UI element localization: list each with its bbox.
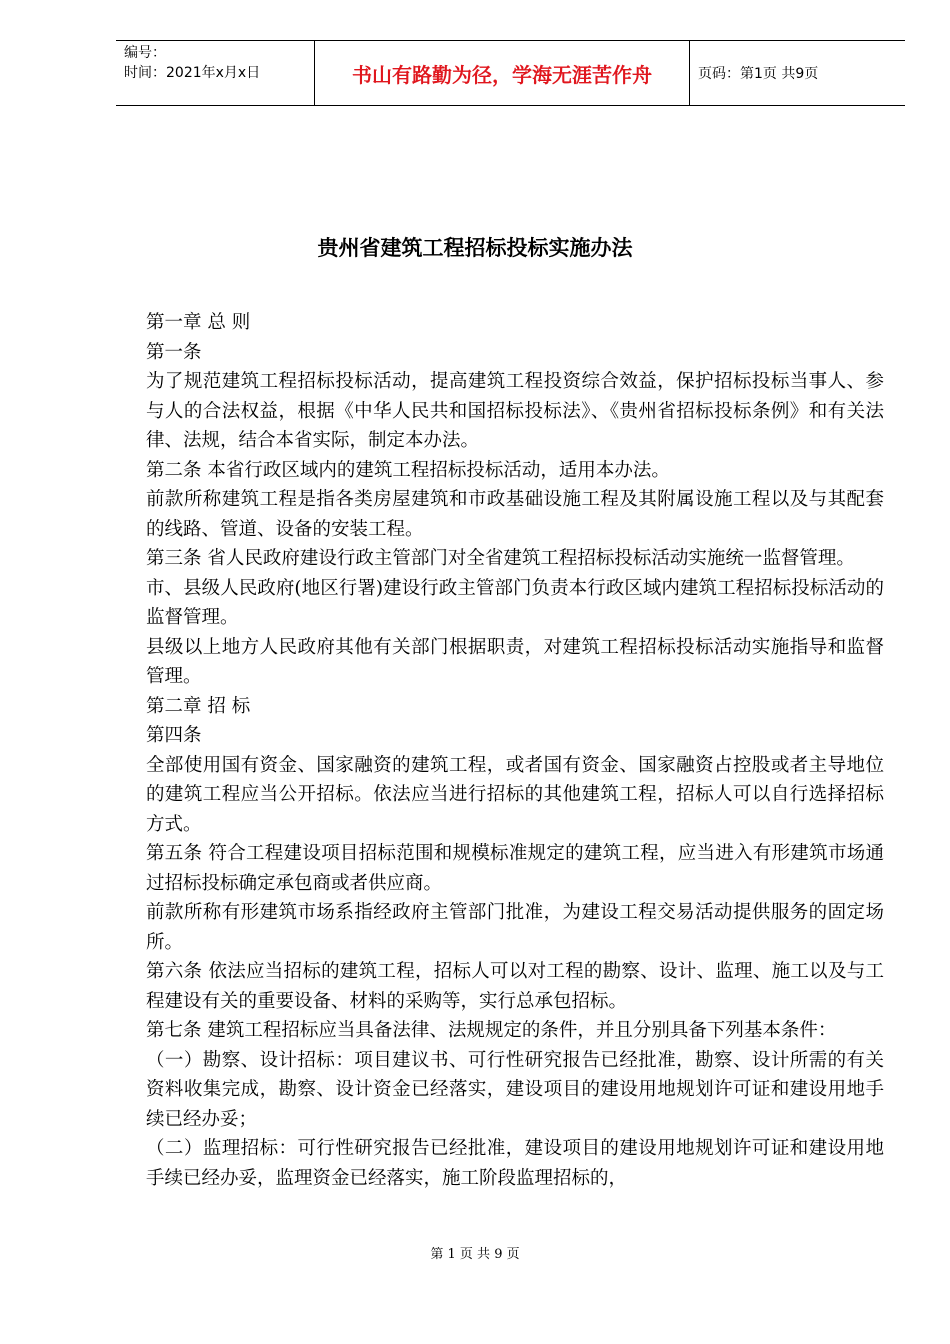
- document-title: 贵州省建筑工程招标投标实施办法: [317, 236, 633, 260]
- paragraph: 第六条 依法应当招标的建筑工程，招标人可以对工程的勘察、设计、监理、施工以及与工程建设有关的重要设备、材料的采购等，实行总承包招标。: [146, 961, 884, 1012]
- article-heading: 第一条: [146, 341, 202, 363]
- serial-number-label: 编号：: [124, 45, 166, 61]
- motto-text: 书山有路勤为径，学海无涯苦作舟: [352, 62, 652, 87]
- paragraph: （一）勘察、设计招标：项目建议书、可行性研究报告已经批准，勘察、设计所需的有关资料收集完成，勘察、设计资金已经落实，建设项目的建设用地规划许可证和建设用地手续已经办妥；: [146, 1049, 884, 1130]
- paragraph: 全部使用国有资金、国家融资的建筑工程，或者国有资金、国家融资占控股或者主导地位的建筑工程应当公开招标。依法应当进行招标的其他建筑工程，招标人可以自行选择招标方式。: [146, 754, 884, 835]
- paragraph: 县级以上地方人民政府其他有关部门根据职责，对建筑工程招标投标活动实施指导和监督管理。: [146, 636, 884, 687]
- chapter-heading: 第二章 招 标: [146, 695, 251, 717]
- header-table: [116, 40, 905, 106]
- paragraph: 前款所称建筑工程是指各类房屋建筑和市政基础设施工程及其附属设施工程以及与其配套的线路、管道、设备的安装工程。: [146, 489, 884, 540]
- header-page-cell: [690, 41, 905, 105]
- document-body: [146, 308, 884, 1193]
- chapter-heading: 第一章 总 则: [146, 312, 251, 333]
- paragraph: 市、县级人民政府(地区行署)建设行政主管部门负责本行政区域内建筑工程招标投标活动的监督管理。: [146, 577, 884, 628]
- article-heading: 第四条: [146, 725, 202, 746]
- header-info-cell: [116, 41, 315, 105]
- paragraph: 前款所称有形建筑市场系指经政府主管部门批准，为建设工程交易活动提供服务的固定场所。: [146, 902, 884, 953]
- page-number-label: 页码：第1页 共9页: [698, 66, 819, 82]
- paragraph: 为了规范建筑工程招标投标活动，提高建筑工程投资综合效益，保护招标投标当事人、参与人的合法权益，根据《中华人民共和国招标投标法》、《贵州省招标投标条例》和有关法律、法规，结合本省实际，制定本办法。: [146, 371, 884, 451]
- paragraph: 第三条 省人民政府建设行政主管部门对全省建筑工程招标投标活动实施统一监督管理。: [146, 548, 855, 569]
- date-label: 时间：2021年x月x日: [124, 65, 261, 81]
- paragraph: （二）监理招标：可行性研究报告已经批准，建设项目的建设用地规划许可证和建设用地手续已经办妥，监理资金已经落实，施工阶段监理招标的，: [146, 1138, 884, 1189]
- paragraph: 第七条 建筑工程招标应当具备法律、法规规定的条件，并且分别具备下列基本条件：: [146, 1020, 837, 1041]
- paragraph: 第五条 符合工程建设项目招标范围和规模标准规定的建筑工程，应当进入有形建筑市场通过招标投标确定承包商或者供应商。: [146, 843, 884, 894]
- page-footer: 第 1 页 共 9 页: [430, 1247, 520, 1262]
- header-motto-cell: [315, 41, 690, 105]
- paragraph: 第二条 本省行政区域内的建筑工程招标投标活动，适用本办法。: [146, 459, 670, 481]
